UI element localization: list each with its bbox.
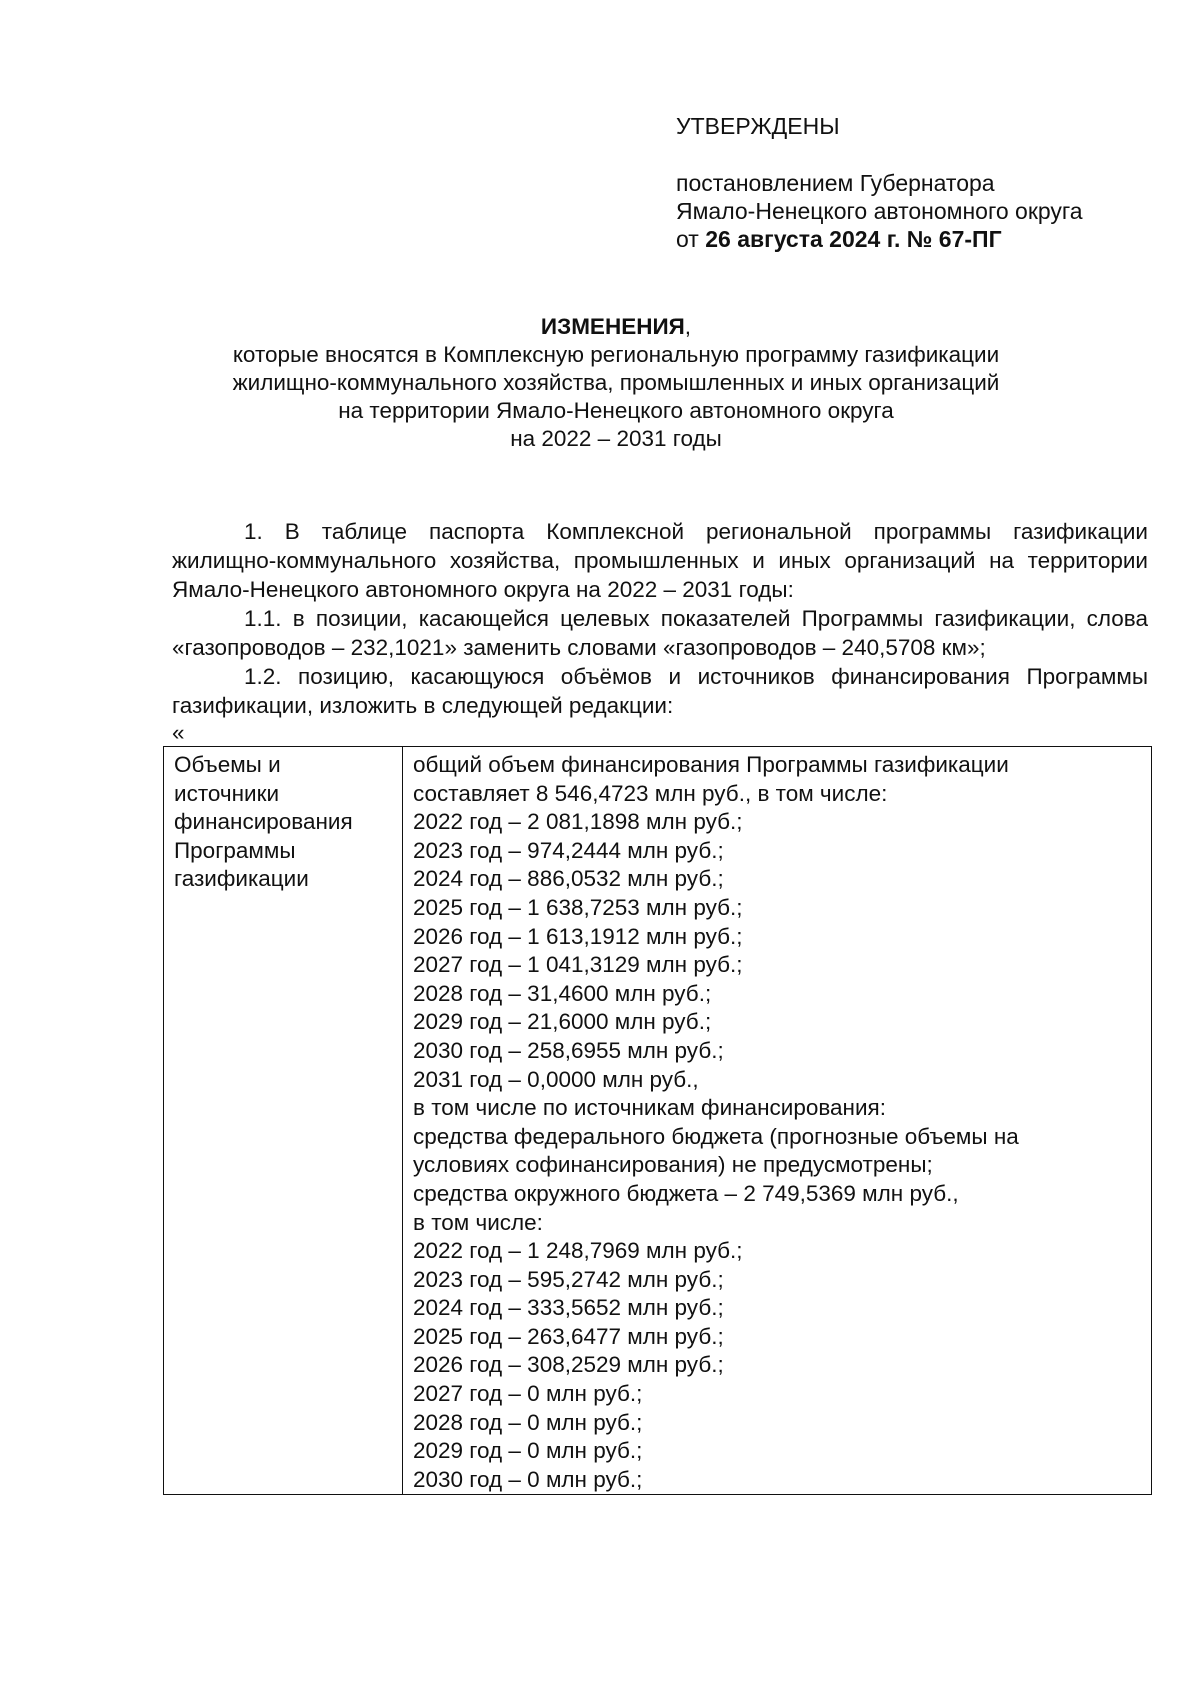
content-line: 2022 год – 2 081,1898 млн руб.;	[413, 809, 743, 835]
content-line: в том числе по источникам финансирования:	[413, 1095, 886, 1121]
content-line: 2028 год – 0 млн руб.;	[413, 1409, 643, 1435]
content-line: 2024 год – 333,5652 млн руб.;	[413, 1295, 724, 1321]
table-cell-label	[164, 747, 403, 1495]
content-line: 2026 год – 308,2529 млн руб.;	[413, 1352, 724, 1378]
content-line: 2025 год – 1 638,7253 млн руб.;	[413, 894, 743, 920]
heading-line-2: жилищно-коммунального хозяйства, промышленных и иных организаций	[232, 370, 1000, 395]
heading-title-comma: ,	[684, 314, 692, 339]
content-line: общий объем финансирования Программы газификации	[413, 752, 1009, 777]
approval-date-number: 26 августа 2024 г. № 67-ПГ	[705, 226, 1002, 252]
content-line: 2024 год – 886,0532 млн руб.;	[413, 866, 724, 892]
table-cell-content	[403, 747, 1152, 1495]
heading-line-1: которые вносятся в Комплексную региональную программу газификации	[232, 342, 1000, 367]
content-line: 2031 год – 0,0000 млн руб.,	[413, 1066, 699, 1092]
content-line: в том числе:	[413, 1209, 543, 1235]
passport-table	[163, 746, 1152, 1495]
content-line: средства федерального бюджета (прогнозные объемы на	[413, 1123, 1019, 1149]
paragraph-1-1: 1.1. в позиции, касающейся целевых показателей Программы газификации, слова «газопроводов – 232,1021» заменить словами «газопроводов – 240,5708 км»;	[172, 606, 1148, 660]
content-line: 2030 год – 0 млн руб.;	[413, 1466, 643, 1492]
content-line: 2023 год – 974,2444 млн руб.;	[413, 837, 724, 863]
content-line: 2022 год – 1 248,7969 млн руб.;	[413, 1238, 743, 1264]
document-body	[172, 517, 1148, 1495]
approval-block	[676, 112, 1083, 253]
heading-title-line	[150, 313, 1082, 341]
approval-line-2: Ямало-Ненецкого автономного округа	[676, 198, 1083, 224]
content-line: условиях софинансирования) не предусмотрены;	[413, 1152, 933, 1178]
content-line: составляет 8 546,4723 млн руб., в том числе:	[413, 780, 888, 806]
approval-date-prefix: от	[676, 226, 699, 252]
content-line: 2028 год – 31,4600 млн руб.;	[413, 980, 712, 1006]
content-line: 2027 год – 0 млн руб.;	[413, 1381, 643, 1407]
heading-title: ИЗМЕНЕНИЯ	[540, 314, 685, 339]
content-line: средства окружного бюджета – 2 749,5369 млн руб.,	[413, 1180, 959, 1206]
content-line: 2030 год – 258,6955 млн руб.;	[413, 1037, 724, 1063]
label-line: газификации	[174, 866, 309, 892]
table-row	[164, 747, 1152, 1495]
approval-line-1: постановлением Губернатора	[676, 170, 995, 196]
label-line: Объемы и	[174, 752, 281, 777]
document-heading	[150, 313, 1082, 453]
label-line: Программы	[174, 837, 296, 863]
content-line: 2029 год – 0 млн руб.;	[413, 1438, 643, 1464]
quote-open: «	[172, 720, 185, 745]
content-line: 2027 год – 1 041,3129 млн руб.;	[413, 952, 743, 978]
paragraph-1-2: 1.2. позицию, касающуюся объёмов и источников финансирования Программы газификации, изложить в следующей редакции:	[172, 664, 1148, 718]
heading-line-3: на территории Ямало-Ненецкого автономного округа	[338, 398, 894, 423]
content-line: 2029 год – 21,6000 млн руб.;	[413, 1009, 712, 1035]
content-line: 2025 год – 263,6477 млн руб.;	[413, 1323, 724, 1349]
approval-title: УТВЕРЖДЕНЫ	[676, 113, 840, 139]
heading-line-4: на 2022 – 2031 годы	[510, 426, 722, 451]
content-line: 2023 год – 595,2742 млн руб.;	[413, 1266, 724, 1292]
content-line: 2026 год – 1 613,1912 млн руб.;	[413, 923, 743, 949]
label-line: финансирования	[174, 809, 353, 835]
label-line: источники	[174, 780, 280, 806]
approval-date	[676, 225, 1083, 253]
paragraph-1: 1. В таблице паспорта Комплексной региональной программы газификации жилищно-коммунального хозяйства, промышленных и иных организаций на территории Ямало-Ненецкого автономного округа на 2022 – 2031 годы:	[172, 519, 1148, 602]
